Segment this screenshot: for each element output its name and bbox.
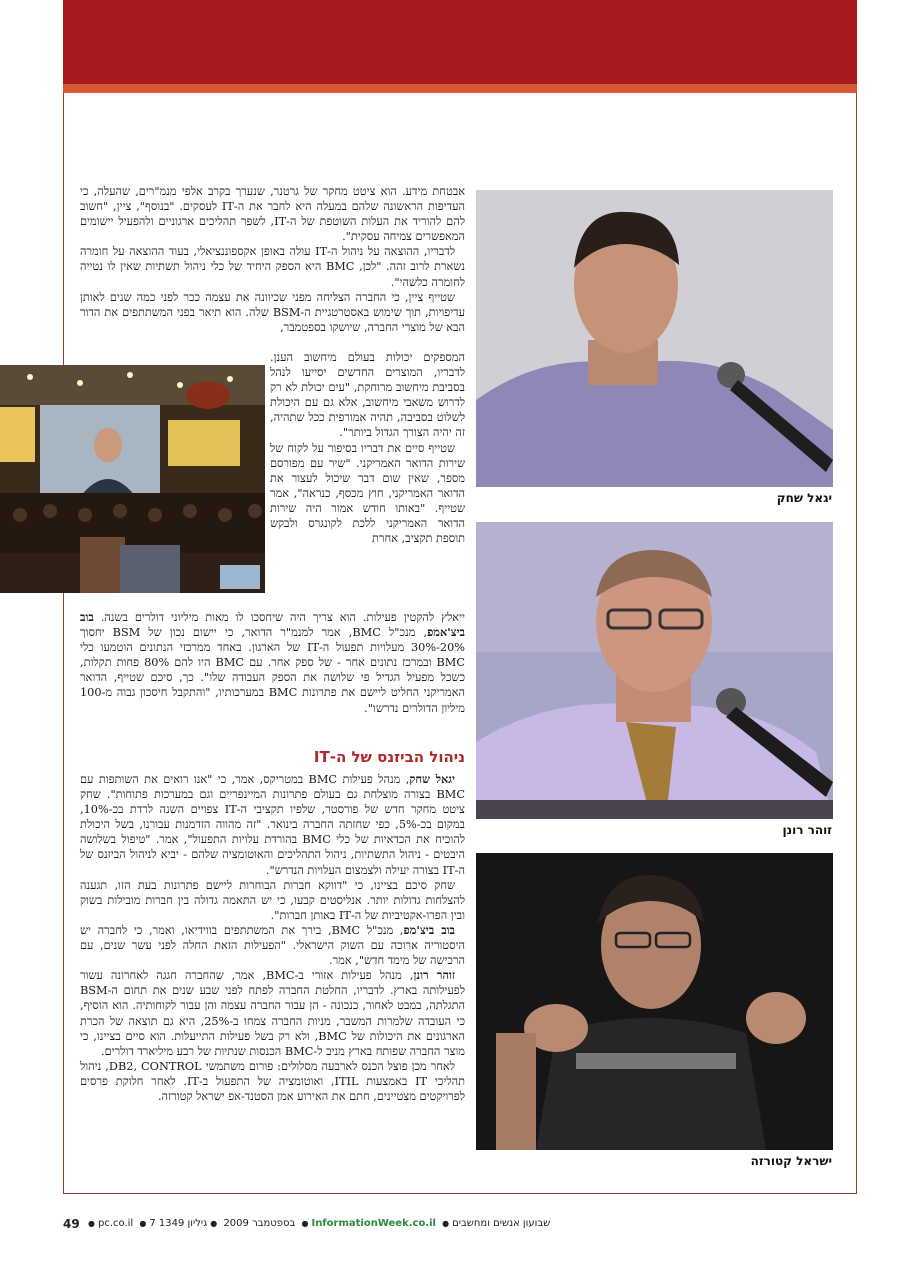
bullet-dot-icon: ● [88,1219,95,1228]
footer-date: 7 בספטמבר 2009 [149,1218,296,1229]
article-paragraph: לאחר מכן פוצל הכנס לארבעה מסלולים: פורום משתמשי DB2, CONTROL, ניהול תהליכי IT באמצעות ITIL, ואוטומציה של התפעול ב-IT. לאחר חלוקת פרסים לפרויקטים מצטיינים, חתם את האירוע אמן הסטנד-אפ ישראל קטורזה. [80,1059,465,1103]
photo-caption-3: ישראל קטורזה [750,1154,832,1168]
speaker-name: בוב ביצ'אמפ [80,610,465,640]
header-rule [63,84,857,93]
speaker-photo-3 [476,853,833,1150]
speaker-name: בוב ביצ'מפ [403,922,455,937]
speaker-photo-2 [476,522,833,819]
article-paragraph: המספקים יכולות בעולם מיחשוב הענן. לדבריו, המוצרים החדשים יסייעו לנהל בסביבת מיחשוב מרוחקת, "עים יכולת לא רק לדרוש משאבי מיחשוב, אלא גם עם היכולת לשלוט בסביבה, תהיה אמורפית ככל שתהיה, זה יהיה הצורך הגדול ביותר". [270,351,465,440]
article-paragraph: שטייף ציין, כי החברה הצליחה מפני שכיוונה את עצמה ככר לפני כמה שנים לאותן עדיפויות, תוך שימוש באסטרטגיית ה-BSM שלה. הוא תיאר בפני המשתתפים את הדור הבא של מוצרי החברה, שיושקו בספטמבר, [80,290,466,334]
article-paragraph: יגאל שחק, מנהל פעילות BMC במטריקס, אמר, כי "אנו רואים את השותפות עם BMC בצורה מוצלחת גם בעולם פתרונות המיינפריים וגם במערכות פתוחות". שחק ציטט מחקר חדש של פורסטר, שלפיו תקציבי ה-IT צפויים השנה לרדת בכ-10%, במקום בכ-5%, כפי שחזתה החברה בינואר. "זה מהווה הזדמנות עבורנו, בשל היכולת להוכיח את הכדאיות של כלי BMC בהורדת עלויות התפעול", אמר. "טיפול בשלושה היבטים - ניהול התשתיות, ניהול התהליכים והאוטומציה שלהם - יביא לניהול הביזנס של ה-IT בצורה יעילה ולצמצום העלויות הנדרש". [80,772,465,877]
footer-site-iw[interactable]: InformationWeek.co.il [311,1218,436,1229]
page-number: 49 [63,1217,80,1231]
article-narrow-column [270,350,465,546]
photo-caption-1: יגאל שחק [776,491,832,505]
header-banner [63,0,857,84]
photo-caption-2: זוהר רונן [782,823,832,837]
conference-hall-photo [0,365,265,593]
speaker-photo-1 [476,190,833,487]
footer-site-pc[interactable]: pc.co.il [97,1218,134,1229]
article-paragraph: בוב ביצ'מפ, מנכ"ל BMC, בירך את המשתתפים בווידיאו, ואמר, כי לחברה יש היסטוריה ארוכה עם השוק הישראלי. "הפעילות הזאת החלה לפני עשר שנים, עם הרכישה של מימד חדש", אמר. [80,922,465,968]
article-paragraph: לדבריו, ההוצאה על ניהול ה-IT עולה באופן אקספוננציאלי, בעוד ההוצאה על חומרה נשארת לרוב זהה. "לכן, BMC היא הספק היחיד של כלי ניהול תשתיות שאין לו נטייה לחומרה כלשהי". [80,245,465,289]
speaker-name: זוהר רונן [413,968,456,983]
article-paragraph: שחק סיכם בציינו, כי "דווקא חברות הבוחרות ליישם פתרונות בעת הזו, תגענה להצלחות גדולות יותר. אנליסטים קבעו, כי יש התאמה גדולה בין חברות מובילות בשוק ובין הפרו-אקטיביות של ה-IT באותן חברות". [80,878,465,922]
article-paragraph: שטייף סיים את דבריו בסיפור על לקוח של שירות הדואר האמריקני. "שיר עם מפורסם מספר, שאין שום דבר שיכול לעצור את הדואר האמריקני, חוץ מכסף, כנראה", אמר שטייף. "באותו חודש אמור היה שירות הדואר האמריקני ללכת לקונגרס ולבקש תוספת תקציב, אחרת [270,441,465,546]
speaker-name: יגאל שחק [409,772,455,786]
bullet-dot-icon: ● [210,1219,218,1228]
bullet-dot-icon: ● [442,1219,450,1228]
article-bottom-column [80,772,465,1104]
footer-publication: שבועון אנשים ומחשבים [452,1218,551,1229]
section-heading: ניהול הביזנס של ה-IT [313,748,465,766]
page-footer [63,1217,857,1235]
bullet-dot-icon: ● [301,1219,309,1228]
bullet-dot-icon: ● [139,1219,147,1228]
article-paragraph: אבטחת מידע. הוא ציטט מחקר של גרטנר, שנערך בקרב אלפי מנמ"רים, שהעלה, כי העדיפות הראשונה שלהם במעלה היא לחבר את ה-IT לעסקים. "בנוסף", ציין, "חשוב להם להוריד את העלות השוטפת של ה-IT, לשפר תהליכים ארגוניים ולהפעיל יישומים המאפשרים צמיחה עסקית". [80,185,466,244]
footer-issue: גיליון 1349 [158,1218,208,1229]
article-paragraph: ייאלץ להקטין פעילות. הוא צריך היה שיחסכו לו מאות מיליוני דולרים בשנה. בוב ביצ'אמפ, מנכ"ל BMC, אמר למנמ"ר הדואר, כי יישום נכון של BSM יחסוך 20%-30% מעלויות תפעול ה-IT של הארגון. באחד ממרכזי הנתונים הוטמעו כלי BMC ובמרכז נתונים אחר - של ספק אחר. עם BMC היו להם 80% פחות תקלות, כשכל מפעיל הגדיל פי שלושה את הספק העבודה שלו". כך, סיכם שטייף, הדואר האמריקני החליט ליישם את פתרונות BMC במערכותיו, "והתקבל חיסכון גבוה מ-100 מיליון הדולרים נדרשו". [80,610,465,715]
article-paragraph: זוהר רונן, מנהל פעילות אזורי ב-BMC, אמר, שהחברה חגגה לאחרונה עשור לפעילותה בארץ. לדבריו, החלטת החברה לפתח לפני שבע שנים את תחום ה-BSM התגלתה, במבט לאחור, כנכונה - הן עבור החברה עצמה והן עבור לקוחותיה. הוא הוסיף, כי העובדה שלמרות המשבר, מניות החברה צמחו ב-25%, היא גם תוצאה של הכרת הארגונים את היכולות של BMC, ולא רק בשל פעילות התייעלות. הוא סיים בציינו, כי מוצר החברה שפותח בארץ מניב ל-BMC הכנסות שנתיות של רבע מיליארד דולרים. [80,968,466,1058]
article-middle-column [80,610,465,716]
footer-info [85,1218,550,1229]
article-top-column [80,184,465,335]
